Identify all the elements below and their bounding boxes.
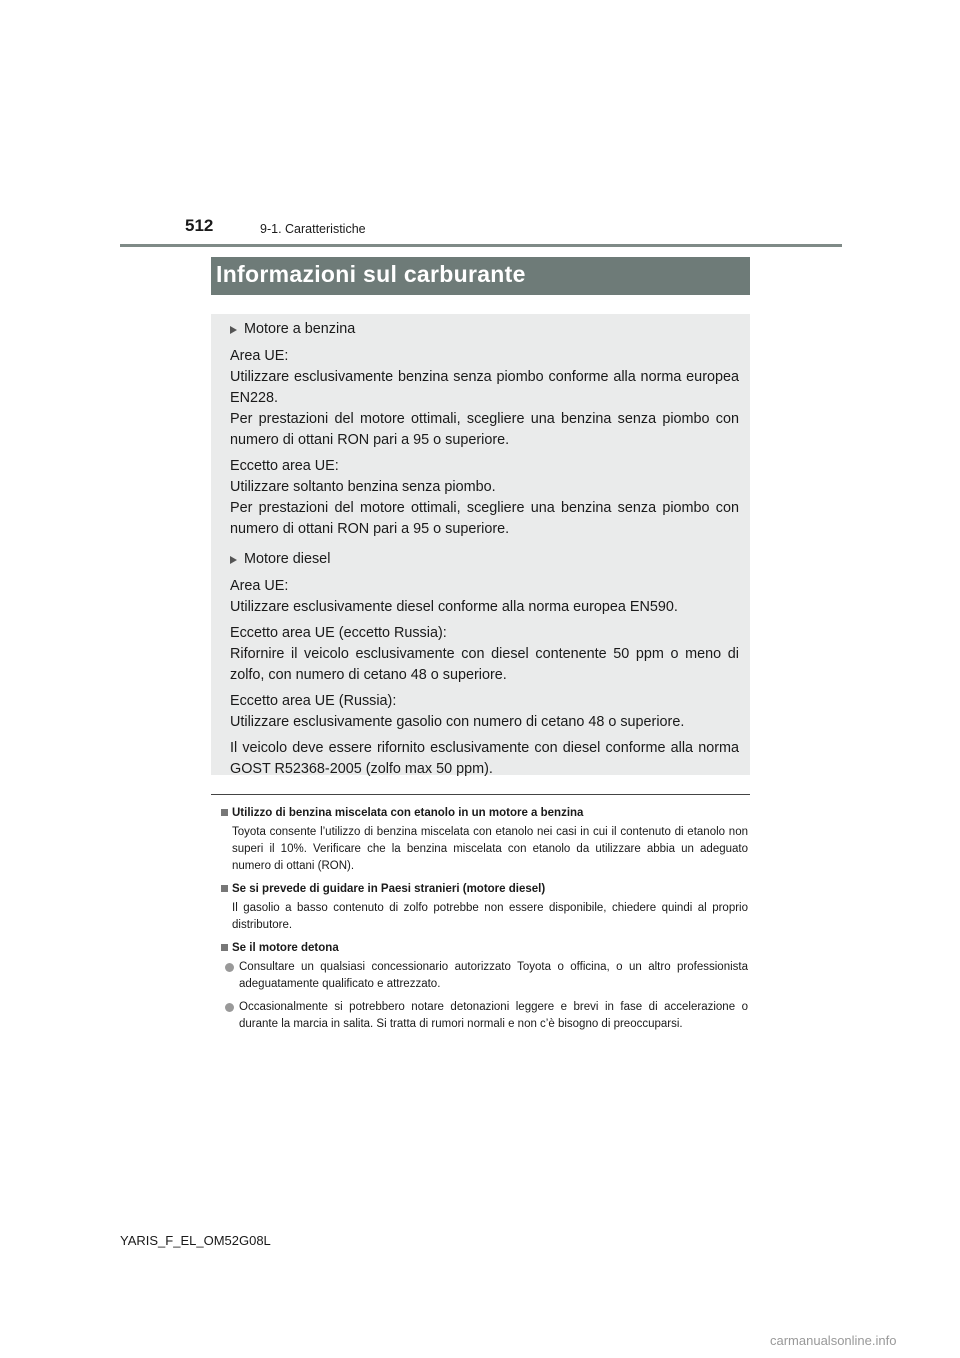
notes-section — [221, 805, 748, 1039]
triangle-bullet-icon — [230, 326, 237, 334]
note-list-item — [221, 999, 748, 1033]
petrol-heading-label: Motore a benzina — [244, 321, 356, 337]
diesel-russia-text2: Il veicolo deve essere rifornito esclusivamente con diesel conforme alla norma GOST R52368-2005 (zolfo max 50 ppm). — [230, 740, 739, 777]
diesel-russia-block — [230, 691, 739, 733]
note-body: Il gasolio a basso contenuto di zolfo potrebbe non essere disponibile, chiedere quindi al proprio distributore. — [232, 902, 748, 931]
petrol-eu-label: Area UE: — [230, 348, 289, 364]
square-bullet-icon — [221, 885, 228, 892]
diesel-non-eu-text1: Rifornire il veicolo esclusivamente con diesel contenente 50 ppm o meno di zolfo, con numero di cetano 48 o superiore. — [230, 646, 739, 683]
petrol-non-eu-label: Eccetto area UE: — [230, 458, 339, 474]
note-body: Toyota consente l’utilizzo di benzina miscelata con etanolo nei casi in cui il contenuto di etanolo non superi il 10%. Verificare che la benzina miscelata con etanolo da utilizzare abbia un adeguato numero di ottani (RON). — [232, 826, 748, 872]
note-list-item-text: Consultare un qualsiasi concessionario autorizzato Toyota o officina, o un altro professionista adeguatamente qualificato e attrezzato. — [239, 961, 748, 990]
petrol-non-eu-text1: Utilizzare soltanto benzina senza piombo. — [230, 479, 496, 495]
diesel-russia-label: Eccetto area UE (Russia): — [230, 693, 397, 709]
diesel-russia-gost-block — [230, 738, 739, 780]
petrol-non-eu-text2: Per prestazioni del motore ottimali, scegliere una benzina senza piombo con numero di ottani RON pari a 95 o superiore. — [230, 500, 739, 537]
diesel-heading-label: Motore diesel — [244, 551, 331, 567]
fuel-info-box — [211, 314, 750, 775]
notes-divider — [211, 794, 750, 795]
note-heading-label: Utilizzo di benzina miscelata con etanolo in un motore a benzina — [232, 807, 584, 819]
circle-bullet-icon — [225, 1003, 234, 1012]
circle-bullet-icon — [225, 963, 234, 972]
header-divider — [120, 244, 842, 247]
petrol-eu-block — [230, 346, 739, 451]
note-list-item — [221, 959, 748, 993]
square-bullet-icon — [221, 944, 228, 951]
petrol-eu-text1: Utilizzare esclusivamente benzina senza piombo conforme alla norma europea EN228. — [230, 369, 739, 406]
note-heading — [221, 805, 748, 822]
square-bullet-icon — [221, 809, 228, 816]
note-list-item-text: Occasionalmente si potrebbero notare detonazioni leggere e brevi in fase di accelerazione o durante la marcia in salita. Si tratta di rumori normali e non c’è bisogno di preoccuparsi. — [239, 1001, 748, 1030]
document-code: YARIS_F_EL_OM52G08L — [120, 1233, 271, 1248]
chapter-title: 9-1. Caratteristiche — [260, 222, 366, 236]
diesel-russia-text1: Utilizzare esclusivamente gasolio con numero di cetano 48 o superiore. — [230, 714, 685, 730]
diesel-non-eu-block — [230, 623, 739, 686]
diesel-eu-text1: Utilizzare esclusivamente diesel conforme alla norma europea EN590. — [230, 599, 678, 615]
diesel-non-eu-label: Eccetto area UE (eccetto Russia): — [230, 625, 447, 641]
petrol-eu-text2: Per prestazioni del motore ottimali, scegliere una benzina senza piombo con numero di ottani RON pari a 95 o superiore. — [230, 411, 739, 448]
triangle-bullet-icon — [230, 556, 237, 564]
petrol-non-eu-block — [230, 456, 739, 540]
diesel-eu-block — [230, 576, 739, 618]
diesel-eu-label: Area UE: — [230, 578, 289, 594]
watermark: carmanualsonline.info — [770, 1333, 897, 1348]
section-title: Informazioni sul carburante — [211, 257, 750, 295]
page-number: 512 — [185, 216, 214, 235]
note-heading — [221, 881, 748, 898]
note-heading-label: Se si prevede di guidare in Paesi stranieri (motore diesel) — [232, 883, 546, 895]
diesel-heading — [230, 549, 739, 570]
note-heading-label: Se il motore detona — [232, 942, 339, 954]
petrol-heading — [230, 319, 739, 340]
note-heading — [221, 940, 748, 957]
